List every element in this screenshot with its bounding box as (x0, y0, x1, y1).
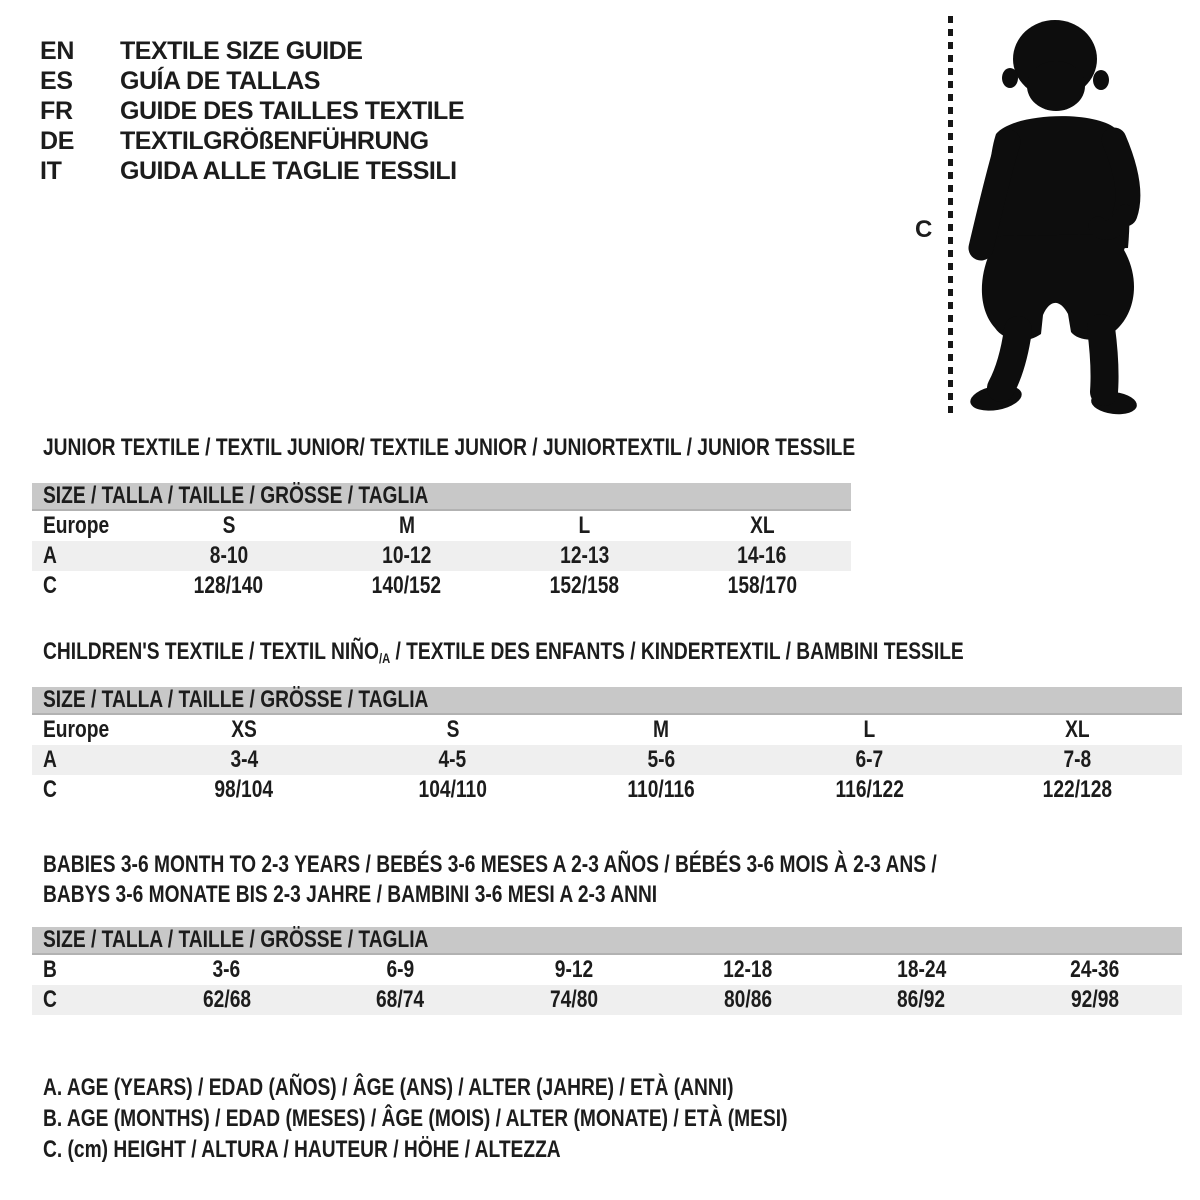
children-section-title (43, 639, 1194, 665)
size-cell: 92/98 (1071, 986, 1120, 1013)
size-header-text: SIZE / TALLA / TAILLE / GRÖSSE / TAGLIA (43, 926, 429, 953)
row-label-cell: C (43, 986, 57, 1013)
size-cell: S (222, 512, 236, 539)
size-header-text: SIZE / TALLA / TAILLE / GRÖSSE / TAGLIA (43, 482, 429, 509)
table-row-height (32, 985, 1182, 1015)
row-label-cell: Europe (43, 512, 110, 539)
size-cell: 12-18 (723, 956, 773, 983)
junior-section-title (43, 435, 1058, 461)
language-header (40, 36, 464, 186)
language-code: DE (40, 126, 75, 155)
language-row-fr (40, 96, 464, 126)
size-cell: S (446, 716, 459, 743)
language-row-it (40, 156, 464, 186)
toddler-silhouette (952, 12, 1156, 424)
language-row-de (40, 126, 464, 156)
size-cell: 8-10 (209, 542, 249, 569)
size-cell: XL (749, 512, 775, 539)
table-row-europe (32, 511, 851, 541)
table-row-height (32, 571, 851, 601)
table-row-months (32, 955, 1182, 985)
language-label: TEXTILGRÖßENFÜHRUNG (120, 126, 429, 155)
size-cell: 12-13 (559, 542, 609, 569)
measure-legend (43, 1075, 974, 1168)
row-label-cell: C (43, 776, 57, 803)
size-cell: 74/80 (550, 986, 599, 1013)
size-cell: 104/110 (418, 776, 487, 803)
legend-line-c: C. (cm) HEIGHT / ALTURA / HAUTEUR / HÖHE / ALTEZZA (43, 1136, 561, 1163)
language-label: TEXTILE SIZE GUIDE (120, 36, 363, 65)
height-measure-label: C (915, 216, 933, 243)
language-label: GUIDE DES TAILLES TEXTILE (120, 96, 465, 125)
size-cell: 7-8 (1063, 746, 1092, 773)
size-cell: L (578, 512, 591, 539)
size-cell: 158/170 (727, 572, 797, 599)
language-code: ES (40, 66, 73, 95)
language-code: EN (40, 36, 75, 65)
size-cell: 9-12 (554, 956, 594, 983)
junior-section-title-text: JUNIOR TEXTILE / TEXTIL JUNIOR/ TEXTILE JUNIOR / JUNIORTEXTIL / JUNIOR TESSILE (43, 434, 856, 461)
size-cell: 62/68 (202, 986, 251, 1013)
legend-line-b: B. AGE (MONTHS) / EDAD (MESES) / ÂGE (MOIS) / ALTER (MONATE) / ETÀ (MESI) (43, 1105, 788, 1132)
size-cell: 86/92 (897, 986, 946, 1013)
size-cell: 128/140 (194, 572, 264, 599)
language-row-en (40, 36, 464, 66)
size-cell: 68/74 (376, 986, 425, 1013)
language-label: GUIDA ALLE TAGLIE TESSILI (120, 156, 457, 185)
title-subscript: /A (378, 650, 391, 666)
size-cell: M (652, 716, 669, 743)
language-label: GUÍA DE TALLAS (120, 66, 320, 95)
size-header-text: SIZE / TALLA / TAILLE / GRÖSSE / TAGLIA (43, 686, 429, 713)
size-table-header-band (32, 687, 1182, 715)
size-cell: 4-5 (438, 746, 467, 773)
size-cell: 122/128 (1043, 776, 1113, 803)
table-row-europe (32, 715, 1182, 745)
size-cell: 18-24 (896, 956, 947, 983)
size-cell: 110/116 (627, 776, 695, 803)
babies-size-table (32, 927, 1182, 1015)
size-cell: 14-16 (737, 542, 787, 569)
size-cell: 5-6 (647, 746, 675, 773)
language-code: FR (40, 96, 73, 125)
size-cell: 6-9 (386, 956, 415, 983)
size-cell: XS (231, 716, 258, 743)
table-row-age (32, 745, 1182, 775)
size-cell: 10-12 (382, 542, 432, 569)
children-size-table (32, 687, 1182, 805)
size-cell: 140/152 (371, 572, 442, 599)
size-cell: L (863, 716, 876, 743)
row-label-cell: Europe (43, 716, 110, 743)
language-row-es (40, 66, 464, 96)
table-row-height (32, 775, 1182, 805)
children-section-title-text: CHILDREN'S TEXTILE / TEXTIL NIÑO/A / TEXTILE DES ENFANTS / KINDERTEXTIL / BAMBINI TESSILE (43, 638, 964, 666)
row-label-cell: A (43, 746, 57, 773)
babies-section-title-line2: BABYS 3-6 MONATE BIS 2-3 JAHRE / BAMBINI 3-6 MESI A 2-3 ANNI (43, 881, 658, 908)
legend-line-a: A. AGE (YEARS) / EDAD (AÑOS) / ÂGE (ANS) / ALTER (JAHRE) / ETÀ (ANNI) (43, 1074, 734, 1101)
size-cell: 80/86 (723, 986, 772, 1013)
size-cell: 116/122 (835, 776, 904, 803)
size-cell: 98/104 (214, 776, 274, 803)
size-cell: 6-7 (855, 746, 884, 773)
size-cell: 3-6 (212, 956, 241, 983)
size-cell: 152/158 (549, 572, 620, 599)
junior-size-table (32, 483, 851, 601)
size-cell: XL (1065, 716, 1091, 743)
size-cell: M (398, 512, 415, 539)
size-cell: 24-36 (1070, 956, 1120, 983)
size-table-header-band (32, 927, 1182, 955)
row-label-cell: B (43, 956, 57, 983)
size-cell: 3-4 (230, 746, 259, 773)
table-row-age (32, 541, 851, 571)
size-table-header-band (32, 483, 851, 511)
row-label-cell: C (43, 572, 57, 599)
language-code: IT (40, 156, 62, 185)
babies-section-title-line1: BABIES 3-6 MONTH TO 2-3 YEARS / BEBÉS 3-6 MESES A 2-3 AÑOS / BÉBÉS 3-6 MOIS À 2-3 ANS / (43, 851, 937, 878)
row-label-cell: A (43, 542, 57, 569)
